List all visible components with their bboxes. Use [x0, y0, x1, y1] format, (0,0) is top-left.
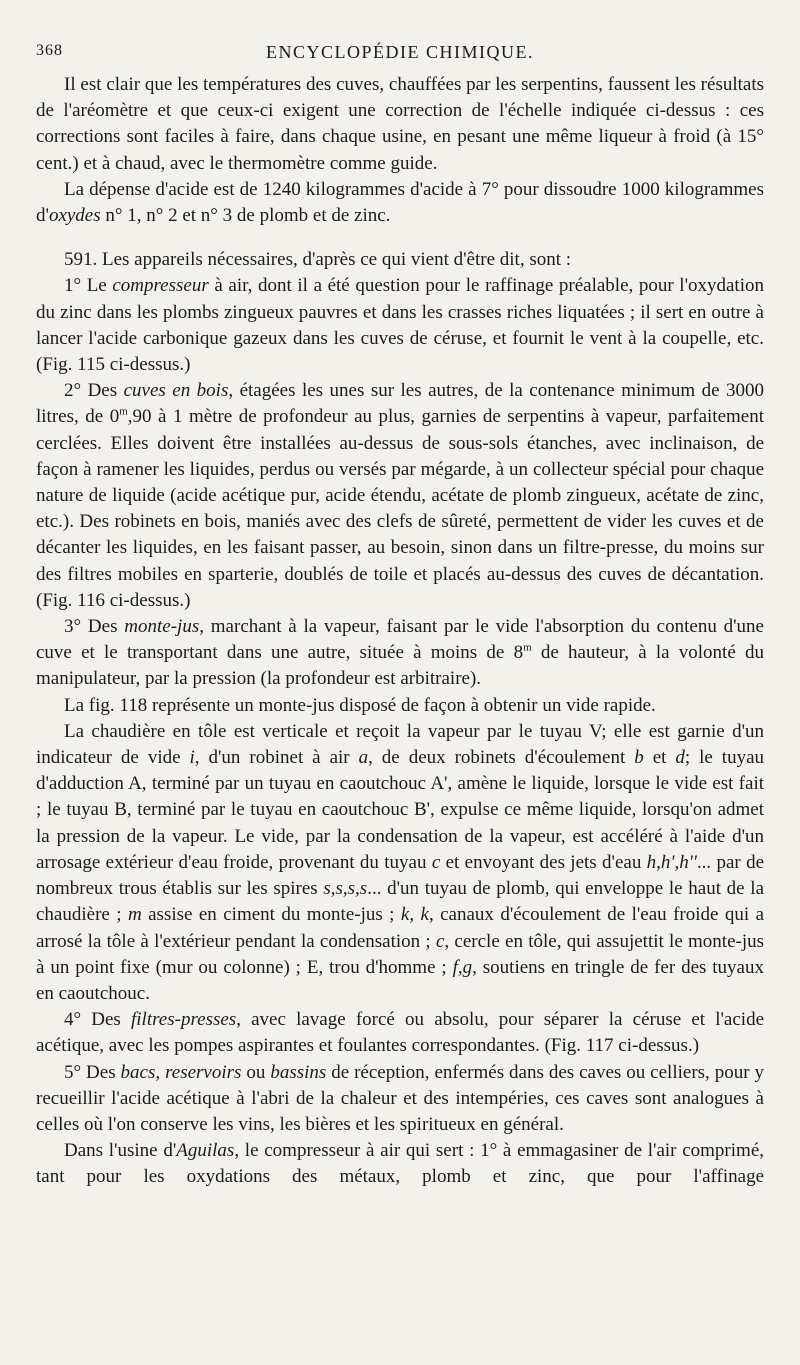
text-run: Dans l'usine d': [64, 1140, 177, 1162]
text-run: ; le tuyau d'adduction A, terminé par un tuyau en caoutchouc A', amène le liquide, lorsque le vide est fait ; le tuyau B, terminé par le tuyau en caoutchouc B', expulse ce même liquide, lorsqu'on admet la pression de la vapeur. Le vide, par la condensation de la vapeur, est accéléré à l'aide d'un arrosage extérieur d'eau froide, provenant du tuyau: [36, 747, 765, 873]
text-run: 3° Des: [64, 616, 125, 638]
paragraph: [36, 273, 764, 378]
page-number: 368: [36, 42, 63, 59]
italic-run: s,s,s,s: [323, 878, 368, 900]
italic-run: oxydes: [48, 205, 101, 227]
text-run: , soutiens en tringle de fer des tuyaux en caoutchouc.: [36, 956, 764, 1004]
paragraph: [36, 1007, 764, 1059]
text-run: de réception, enfermés dans des caves ou celliers, pour y recueillir l'acide acétique à l'abri de la chaleur et des intempéries, ces caves sont analogues à celles où l'on conserve les vins, les bières et les spiritueux en général.: [36, 1061, 765, 1135]
text-run: de hauteur, à la volonté du manipulateur, par la pression (la profondeur est arbitraire).: [36, 642, 764, 690]
body-text: [36, 72, 764, 1191]
paragraph: [36, 177, 764, 229]
italic-run: c: [435, 930, 445, 952]
page-header: [36, 36, 764, 64]
superscript-run: m: [119, 406, 128, 419]
paragraph: [36, 378, 764, 614]
italic-run: d: [675, 747, 685, 769]
text-run: La fig. 118 représente un monte-jus disposé de façon à obtenir un vide rapide.: [64, 694, 656, 716]
section-paragraph: [36, 247, 764, 273]
italic-run: compresseur: [112, 275, 209, 297]
italic-run: c: [431, 851, 441, 873]
text-run: et envoyant des jets d'eau: [440, 851, 647, 873]
text-run: , marchant à la vapeur, faisant par le vide l'absorption du contenu d'une cuve et le transportant dans une autre, située à moins de 8: [36, 616, 764, 664]
italic-run: monte-jus: [124, 616, 200, 638]
italic-run: i: [189, 747, 195, 769]
text-run: ou: [241, 1061, 271, 1083]
italic-run: Aguilas: [176, 1140, 235, 1162]
text-run: 4° Des: [64, 1009, 131, 1031]
paragraph: [36, 614, 764, 693]
italic-run: f,g: [452, 956, 473, 978]
italic-run: k, k: [400, 904, 429, 926]
text-run: , canaux d'écoulement de l'eau froide qui a arrosé la tôle à l'extérieur pendant la condensation ;: [36, 904, 765, 952]
text-run: ,90 à 1 mètre de profondeur au plus, garnies de serpentins à vapeur, parfaitement cerclées. Elles doivent être installées au-dessus de sous-sols étanches, avec inclinaison, de façon à ramener les liquides, perdus ou versés par mégarde, à un collecteur spécial pour chaque nature de liquide (acide acétique pur, acide étendu, acétate de plomb zingueux, acétate de zinc, etc.). Des robinets en bois, maniés avec des clefs de sûreté, permettent de vider les cuves et de décanter les liquides, en les faisant passer, au besoin, sinon dans un filtre-presse, du moins sur des filtres mobiles en sparterie, doublés de toile et placés au-dessus des cuves de décantation. (Fig. 116 ci-dessus.): [36, 406, 764, 611]
italic-run: b: [634, 747, 644, 769]
italic-run: cuves en bois: [123, 380, 229, 402]
italic-run: bassins: [270, 1061, 327, 1083]
text-run: assise en ciment du monte-jus ;: [141, 904, 401, 926]
running-title: ENCYCLOPÉDIE CHIMIQUE.: [266, 42, 534, 62]
text-run: 1° Le: [64, 275, 113, 297]
paragraph: [36, 72, 764, 177]
italic-run: h,h',h'': [646, 851, 697, 873]
italic-run: bacs, reservoirs: [120, 1061, 242, 1083]
text-run: , le compresseur à air qui sert : 1° à emmagasiner de l'air comprimé, tant pour les oxydations des métaux, plomb et zinc, que pour l'affinage: [36, 1140, 764, 1188]
text-run: La chaudière en tôle est verticale et reçoit la vapeur par le tuyau V; elle est garnie d'un indicateur de vide: [36, 720, 764, 769]
text-run: ... d'un tuyau de plomb, qui enveloppe le haut de la chaudière ;: [36, 878, 764, 926]
paragraph: [36, 693, 764, 719]
text-run: ... par de nombreux trous établis sur les spires: [36, 851, 764, 900]
italic-run: filtres-presses: [131, 1009, 237, 1031]
paragraph: [36, 1060, 764, 1139]
italic-run: a: [358, 747, 369, 769]
text-run: , étagées les unes sur les autres, de la contenance minimum de 3000 litres, de 0: [36, 380, 764, 428]
text-run: 591. Les appareils nécessaires, d'après ce qui vient d'être dit, sont :: [64, 249, 572, 271]
text-run: 2° Des: [64, 380, 124, 402]
paragraph: [36, 1138, 764, 1190]
italic-run: m: [127, 904, 142, 926]
paragraph: [36, 719, 764, 1007]
text-run: Il est clair que les températures des cuves, chauffées par les serpentins, faussent les résultats de l'aréomètre et que ceux-ci exigent une correction de l'échelle indiquée ci-dessus : ces corrections sont faciles à faire, dans chaque usine, en pesant une même liqueur à froid (à 15° cent.) et à chaud, avec le thermomètre comme guide.: [36, 74, 764, 174]
text-run: à air, dont il a été question pour le raffinage préalable, pour l'oxydation du zinc dans les plombs zingueux pauvres et dans les crasses riches liquatées ; il sert en outre à lancer l'acide carbonique gazeux dans les cuves de céruse, et fournit le vent à la coupelle, etc. (Fig. 115 ci-dessus.): [36, 275, 764, 376]
text-run: , cercle en tôle, qui assujettit le monte-jus à un point fixe (mur ou colonne) ; E, trou d'homme ;: [36, 930, 764, 978]
text-run: La dépense d'acide est de 1240 kilogrammes d'acide à 7° pour dissoudre 1000 kilogrammes d': [36, 178, 764, 227]
superscript-run: m: [523, 641, 532, 654]
text-run: , avec lavage forcé ou absolu, pour séparer la céruse et l'acide acétique, avec les pompes aspirantes et foulantes correspondantes. (Fig. 117 ci-dessus.): [36, 1009, 764, 1057]
text-run: 5° Des: [64, 1061, 121, 1083]
text-run: , de deux robinets d'écoulement: [368, 747, 635, 769]
text-run: n° 1, n° 2 et n° 3 de plomb et de zinc.: [100, 205, 391, 227]
text-run: , d'un robinet à air: [194, 747, 359, 769]
text-run: et: [643, 747, 676, 769]
